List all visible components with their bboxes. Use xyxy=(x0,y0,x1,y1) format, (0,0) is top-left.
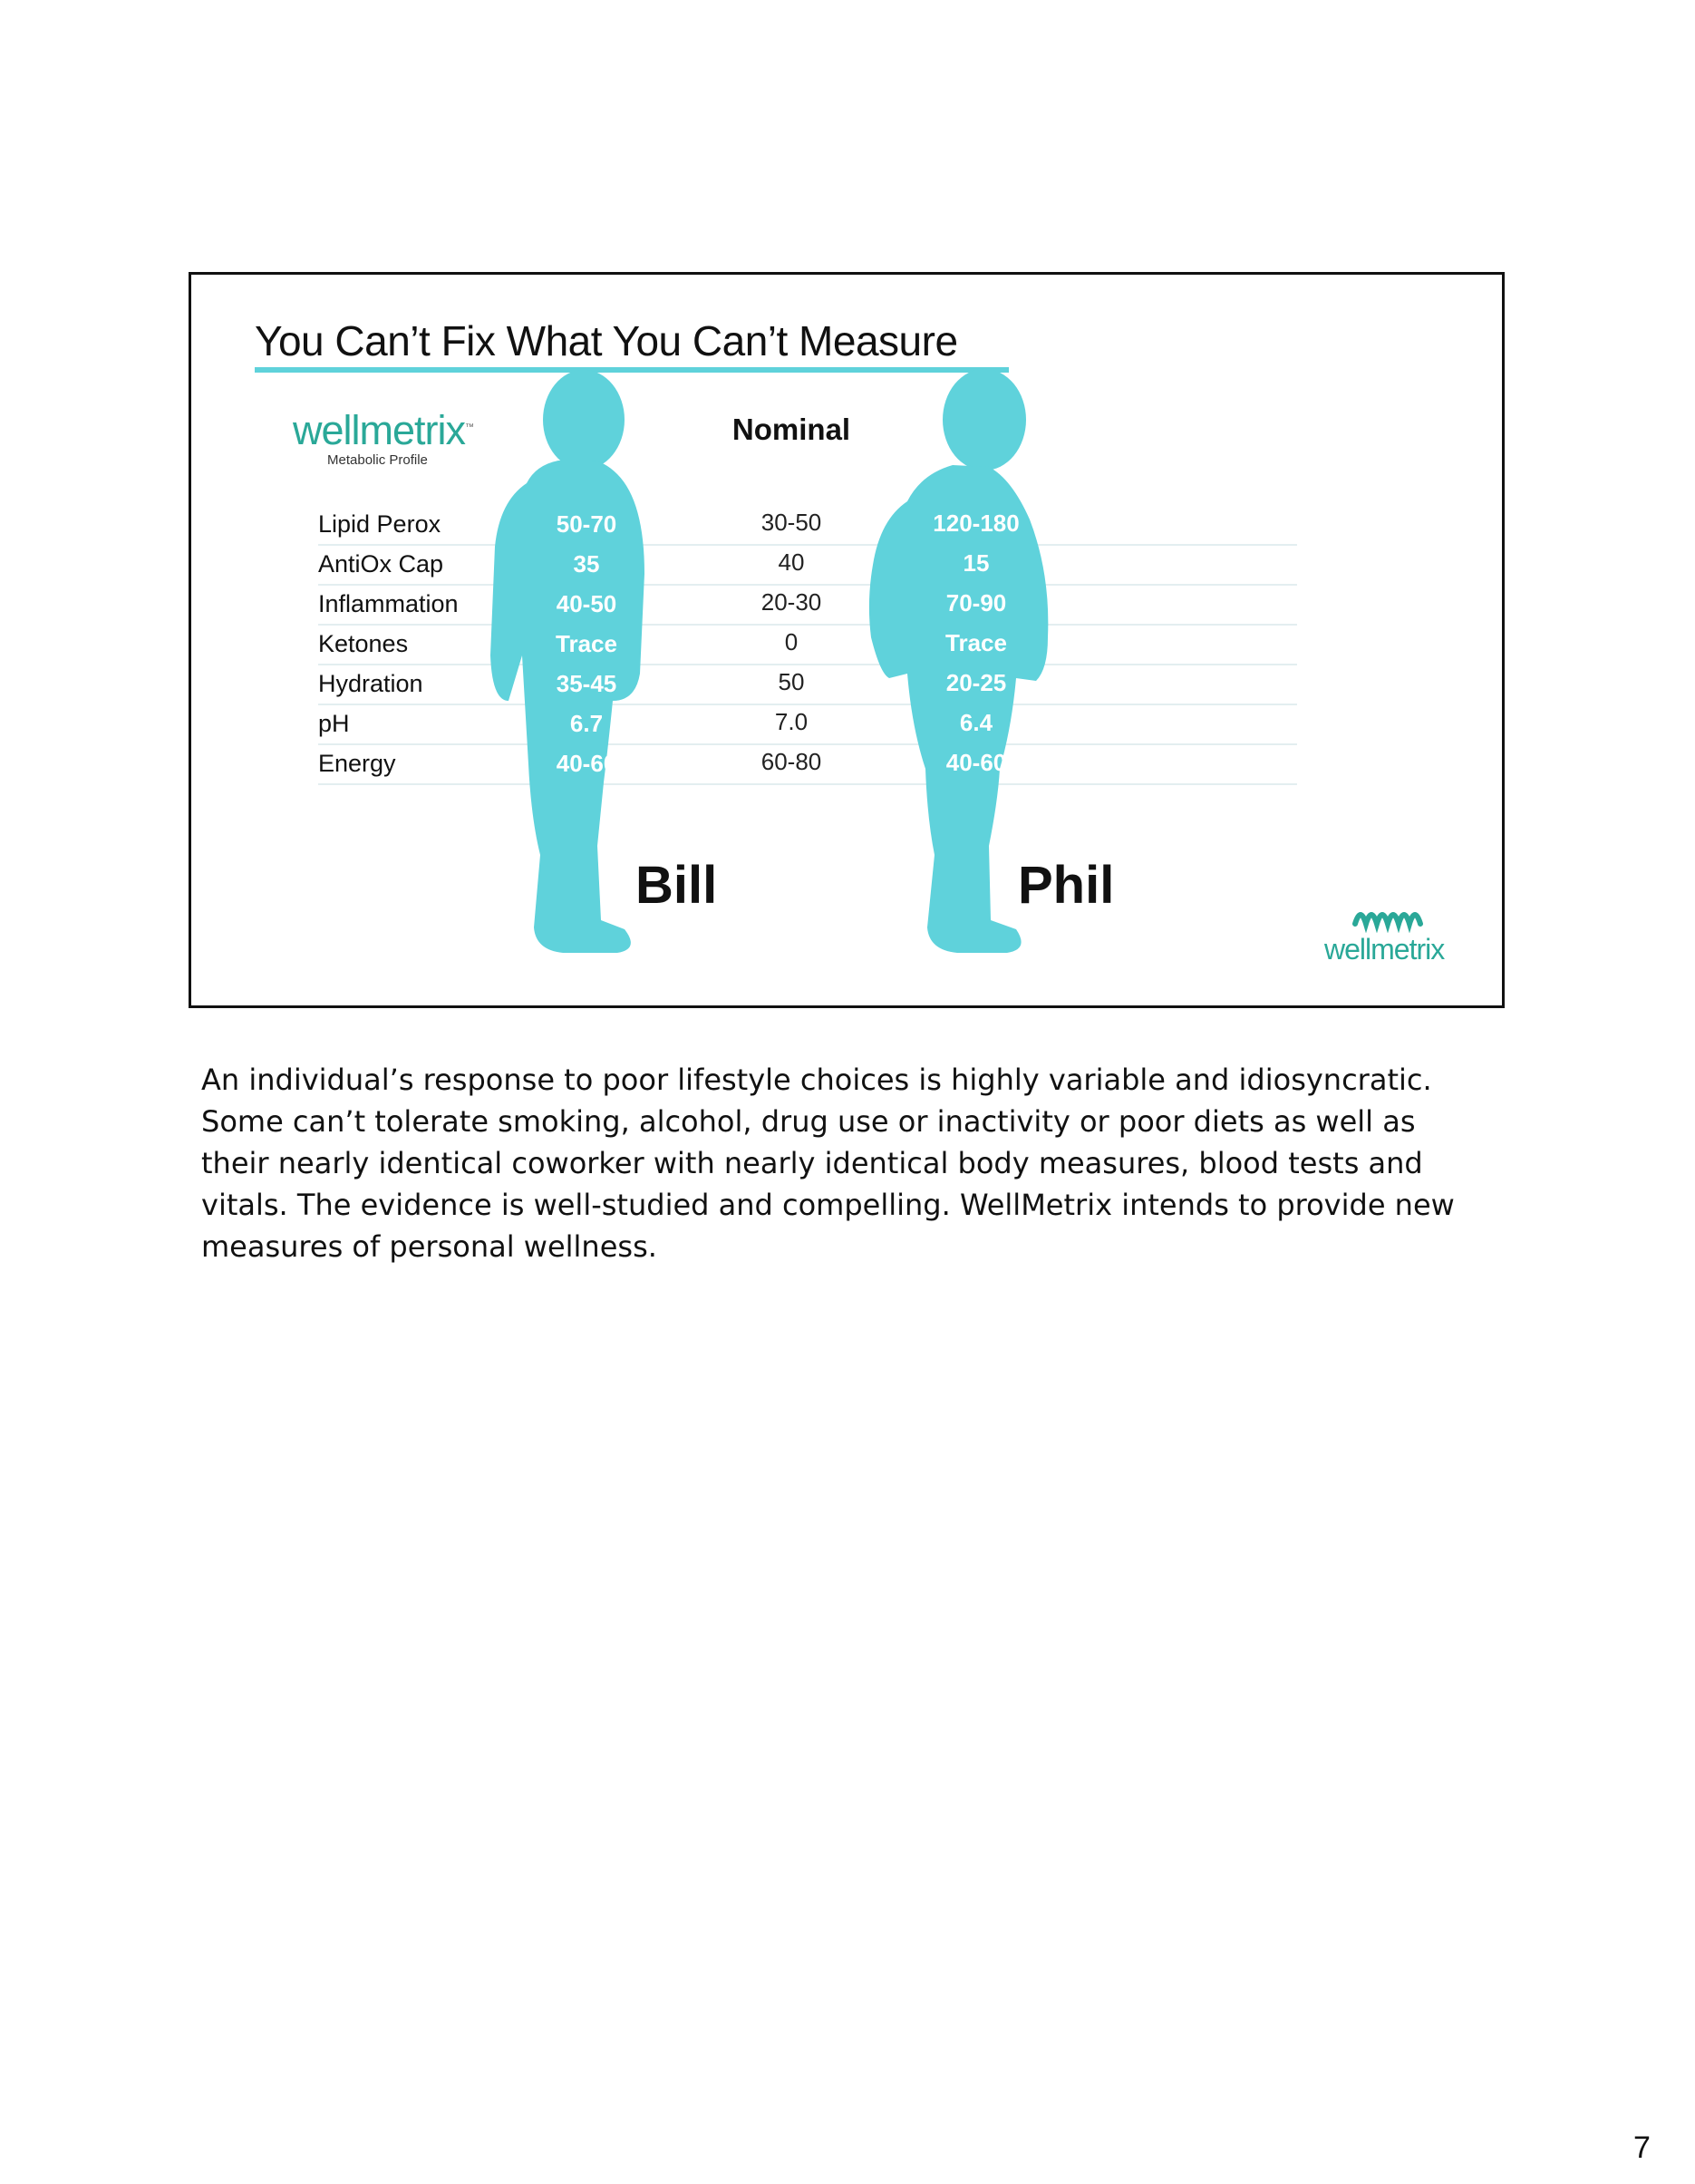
row-label: Lipid Perox xyxy=(318,510,441,538)
logo-wordmark: wellmetrix™ xyxy=(293,407,474,453)
phil-value: 40-60 xyxy=(945,749,1007,776)
bill-silhouette xyxy=(490,370,644,953)
row-label: Ketones xyxy=(318,630,409,657)
row-label: Inflammation xyxy=(318,590,459,617)
row-label: Hydration xyxy=(318,670,423,697)
row-divider xyxy=(318,783,1297,785)
row-divider xyxy=(318,664,1297,665)
bill-value: 35-45 xyxy=(556,670,617,697)
row-divider xyxy=(318,544,1297,546)
nominal-value: 20-30 xyxy=(760,588,822,616)
bill-value: 40-60 xyxy=(556,750,617,777)
logo-wordmark: wellmetrix xyxy=(1324,933,1445,966)
bill-value: 35 xyxy=(573,550,600,578)
row-divider xyxy=(318,743,1297,745)
page-number: 7 xyxy=(1633,2131,1651,2165)
phil-value: 20-25 xyxy=(945,669,1007,696)
bill-value: Trace xyxy=(556,630,617,657)
person-name-bill: Bill xyxy=(635,856,718,915)
row-label: Energy xyxy=(318,750,396,777)
phil-value: 15 xyxy=(963,549,990,577)
row-label: pH xyxy=(318,710,350,737)
row-divider xyxy=(318,704,1297,705)
wave-logo-icon xyxy=(1351,900,1424,933)
bill-value: 50-70 xyxy=(556,510,617,538)
logo-tagline: Metabolic Profile xyxy=(327,452,428,468)
row-label: AntiOx Cap xyxy=(318,550,444,578)
nominal-value: 0 xyxy=(784,628,799,655)
caption-paragraph: An individual’s response to poor lifestyle choices is highly variable and idiosyncratic. Some can’t tolerate smoking, alcohol, drug use or inactivity or poor diets as well as their nearly identical coworker with nearly identical body measures, blood tests and vitals. The evidence is well-studied and compelling. WellMetrix intends to provide new measures of personal wellness. xyxy=(201,1063,1455,1264)
bill-value: 6.7 xyxy=(569,710,604,737)
bill-value: 40-50 xyxy=(556,590,617,617)
nominal-value: 40 xyxy=(778,548,805,576)
nominal-header: Nominal xyxy=(731,413,851,446)
wellmetrix-logo-bottom xyxy=(1324,900,1444,966)
phil-value: 70-90 xyxy=(945,589,1007,616)
nominal-value: 7.0 xyxy=(774,708,809,735)
phil-value: 120-180 xyxy=(933,510,1020,537)
slide xyxy=(189,272,1505,1008)
nominal-value: 50 xyxy=(778,668,805,695)
person-name-phil: Phil xyxy=(1018,856,1115,915)
nominal-value: 60-80 xyxy=(760,748,822,775)
nominal-value: 30-50 xyxy=(760,509,822,536)
row-divider xyxy=(318,624,1297,626)
phil-value: Trace xyxy=(945,629,1007,656)
phil-value: 6.4 xyxy=(959,709,993,736)
slide-title: You Can’t Fix What You Can’t Measure xyxy=(255,317,958,364)
row-divider xyxy=(318,584,1297,586)
